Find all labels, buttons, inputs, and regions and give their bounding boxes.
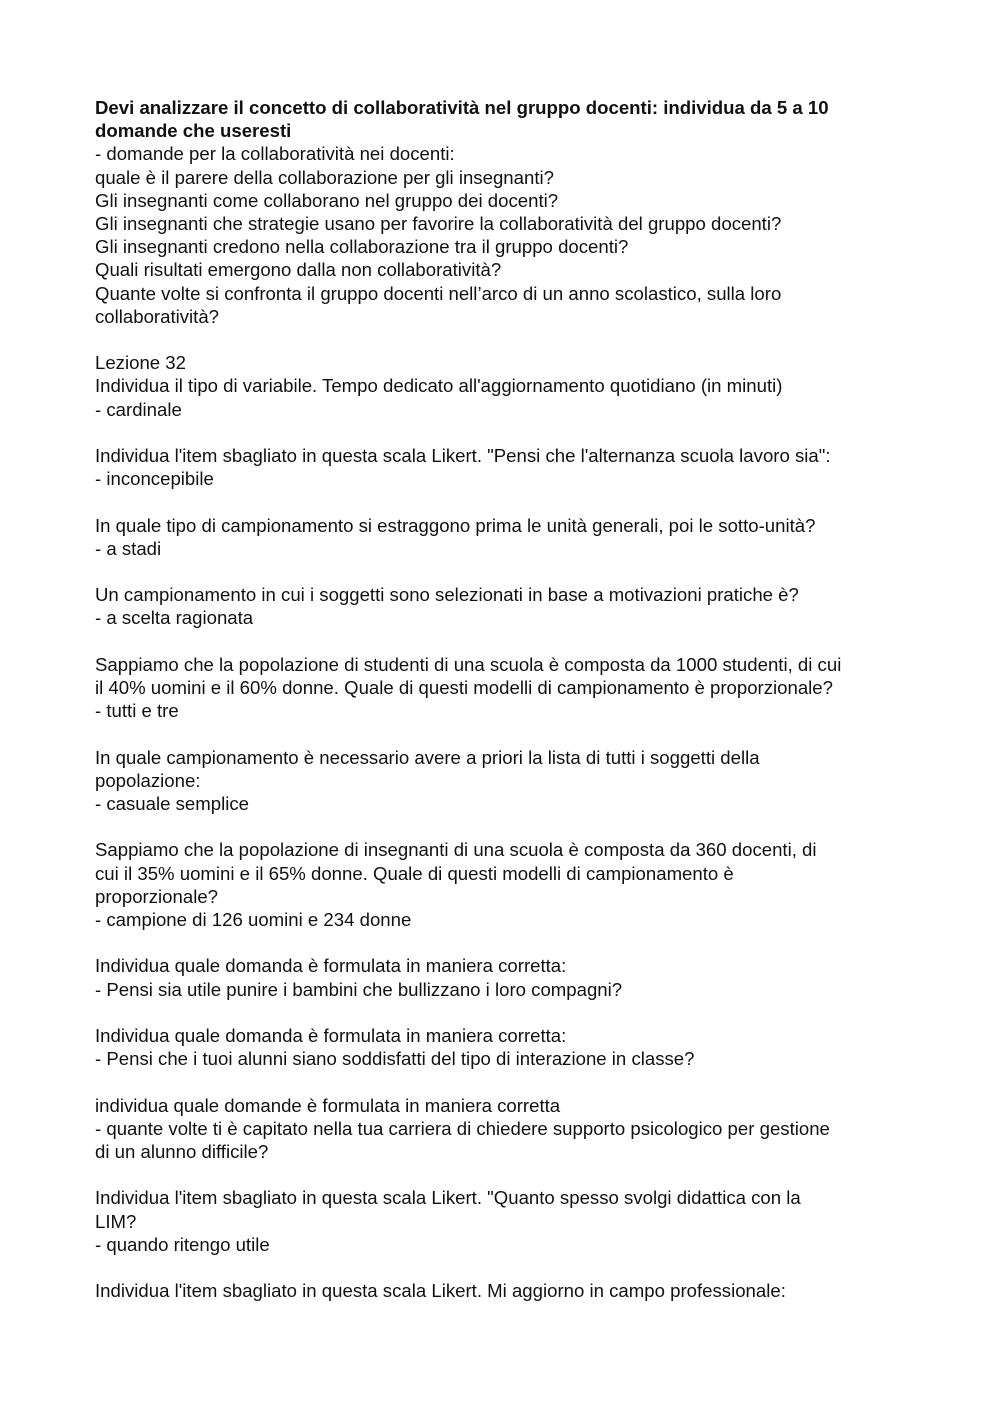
spacer: [95, 1070, 935, 1093]
question-text: Individua l'item sbagliato in questa scala Likert. "Pensi che l'alternanza scuola lavoro sia":: [95, 445, 831, 467]
question-text: Individua quale domanda è formulata in maniera corretta:: [95, 1024, 567, 1046]
question-text: proporzionale?: [95, 885, 219, 907]
spacer: [95, 421, 935, 444]
answer-text: - Pensi sia utile punire i bambini che bullizzano i loro compagni?: [95, 978, 623, 1000]
answer-text: - a stadi: [95, 537, 162, 559]
intro-line: collaboratività?: [95, 305, 220, 327]
question-block: [95, 838, 935, 931]
answer-text: - cardinale: [95, 398, 182, 420]
answer-text: di un alunno difficile?: [95, 1140, 269, 1162]
heading: [95, 96, 935, 142]
answer-text: - casuale semplice: [95, 793, 249, 814]
answer-text: - quante volte ti è capitato nella tua carriera di chiedere supporto psicologico per gestione: [95, 1117, 830, 1139]
heading-line: Devi analizzare il concetto di collaboratività nel gruppo docenti: individua da 5 a 10: [95, 97, 829, 118]
answer-text: - inconcepibile: [95, 468, 214, 490]
question-block: [95, 954, 935, 1000]
question-list: [95, 374, 935, 1302]
question-text: Individua il tipo di variabile. Tempo dedicato all'aggiornamento quotidiano (in minuti): [95, 375, 783, 397]
spacer: [95, 931, 935, 954]
answer-text: - quando ritengo utile: [95, 1233, 270, 1255]
heading-line: domande che useresti: [95, 120, 292, 142]
answer-text: - Pensi che i tuoi alunni siano soddisfatti del tipo di interazione in classe?: [95, 1048, 695, 1070]
question-block: [95, 1024, 935, 1070]
spacer: [95, 490, 935, 513]
question-text: Sappiamo che la popolazione di insegnanti di una scuola è composta da 360 docenti, di: [95, 839, 817, 861]
intro-line: Gli insegnanti che strategie usano per favorire la collaboratività del gruppo docenti?: [95, 213, 782, 235]
intro-list: [95, 142, 935, 328]
question-text: In quale campionamento è necessario avere a priori la lista di tutti i soggetti della: [95, 746, 760, 768]
question-text: In quale tipo di campionamento si estraggono prima le unità generali, poi le sotto-unità?: [95, 514, 816, 536]
answer-text: - campione di 126 uomini e 234 donne: [95, 909, 412, 930]
spacer: [95, 1163, 935, 1186]
question-text: Sappiamo che la popolazione di studenti di una scuola è composta da 1000 studenti, di cui: [95, 653, 842, 675]
question-text: Individua l'item sbagliato in questa scala Likert. "Quanto spesso svolgi didattica con la: [95, 1187, 801, 1209]
question-text: Un campionamento in cui i soggetti sono selezionati in base a motivazioni pratiche è?: [95, 584, 799, 606]
question-text: individua quale domande è formulata in maniera corretta: [95, 1094, 561, 1116]
spacer: [95, 1001, 935, 1024]
question-text: LIM?: [95, 1210, 137, 1232]
question-text: Individua l'item sbagliato in questa scala Likert. Mi aggiorno in campo professionale:: [95, 1280, 786, 1302]
question-block: [95, 514, 935, 560]
intro-line: Gli insegnanti come collaborano nel gruppo dei docenti?: [95, 189, 559, 211]
answer-text: - a scelta ragionata: [95, 607, 254, 629]
intro-line: Quante volte si confronta il gruppo docenti nell’arco di un anno scolastico, sulla loro: [95, 282, 782, 304]
question-block: [95, 1186, 935, 1256]
spacer: [95, 560, 935, 583]
intro-line: quale è il parere della collaborazione per gli insegnanti?: [95, 166, 554, 188]
intro-line: - domande per la collaboratività nei docenti:: [95, 143, 455, 165]
question-text: il 40% uomini e il 60% donne. Quale di questi modelli di campionamento è proporzionale?: [95, 677, 833, 698]
spacer: [95, 815, 935, 838]
question-block: [95, 1279, 935, 1302]
spacer: [95, 630, 935, 653]
question-text: cui il 35% uomini e il 65% donne. Quale di questi modelli di campionamento è: [95, 862, 734, 884]
spacer: [95, 328, 935, 351]
intro-line: Quali risultati emergono dalla non collaboratività?: [95, 259, 502, 281]
question-block: [95, 653, 935, 723]
document-page: [95, 96, 935, 1302]
question-block: [95, 444, 935, 490]
question-block: [95, 374, 935, 420]
spacer: [95, 722, 935, 745]
spacer: [95, 1256, 935, 1279]
question-block: [95, 746, 935, 816]
question-block: [95, 583, 935, 629]
question-text: Individua quale domanda è formulata in maniera corretta:: [95, 955, 567, 977]
question-block: [95, 1094, 935, 1164]
lesson-title: Lezione 32: [95, 352, 186, 374]
answer-text: - tutti e tre: [95, 700, 179, 722]
question-text: popolazione:: [95, 769, 201, 791]
intro-line: Gli insegnanti credono nella collaborazione tra il gruppo docenti?: [95, 236, 629, 258]
